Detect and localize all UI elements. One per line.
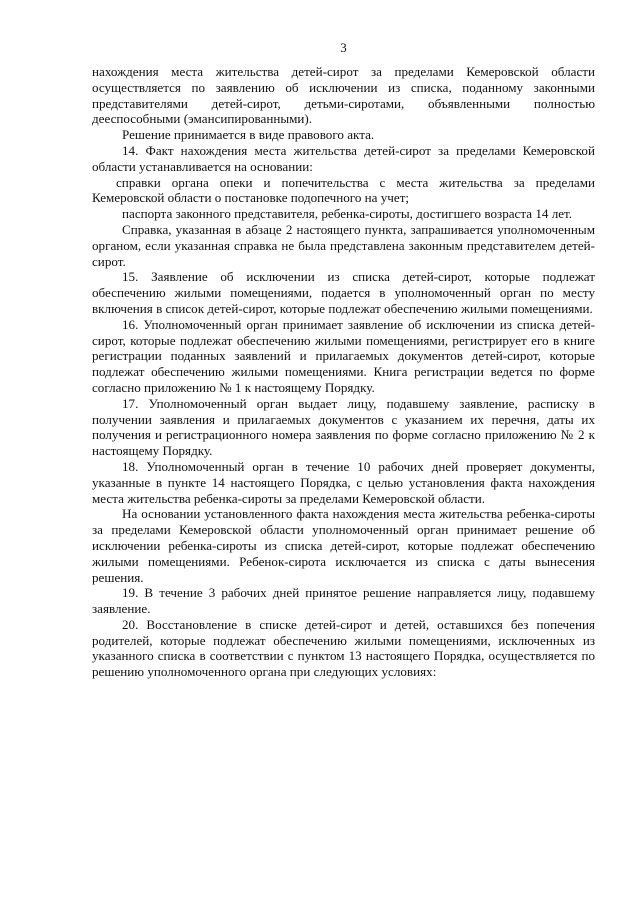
paragraph: паспорта законного представителя, ребенка-сироты, достигшего возраста 14 лет. <box>122 206 573 222</box>
paragraph-item-17: 17. Уполномоченный орган выдает лицу, подавшему заявление, расписку в получении заявления и прилагаемых документов с указанием их перечня, даты их получения и регистрационного номера заявления по форме согласно приложению № 2 к настоящему Порядку. <box>92 395 595 459</box>
paragraph: На основании установленного факта нахождения места жительства ребенка-сироты за пределами Кемеровской области уполномоченный орган принимает решение об исключении ребенка-сироты из списка детей-сирот, которые подлежат обеспечению жилыми помещениями. Ребенок-сирота исключается из списка с даты вынесения решения. <box>92 506 595 585</box>
paragraph: Справка, указанная в абзаце 2 настоящего пункта, запрашивается уполномоченным органом, если указанная справка не была представлена законным представителем детей-сирот. <box>92 221 595 269</box>
paragraph: справки органа опеки и попечительства с места жительства за пределами Кемеровской области о постановке подопечного на учет; <box>92 174 595 206</box>
paragraph: нахождения места жительства детей-сирот за пределами Кемеровской области осуществляется по заявлению об исключении из списка, поданному законными представителями детей-сирот, детьми-сиротами, объявленными полностью дееспособными (эмансипированными). <box>92 64 595 127</box>
paragraph-item-18: 18. Уполномоченный орган в течение 10 рабочих дней проверяет документы, указанные в пункте 14 настоящего Порядка, с целью установления факта нахождения места жительства ребенка-сироты за пределами Кемеровской области. <box>92 458 595 506</box>
page-number: 3 <box>340 40 347 55</box>
paragraph-item-16: 16. Уполномоченный орган принимает заявление об исключении из списка детей-сирот, которые подлежат обеспечению жилыми помещениями, регистрирует его в книге регистрации поданных заявлений и прилагаемых документов детей-сирот, которые подлежат обеспечению жилыми помещениями. Книга регистрации ведется по форме согласно приложению № 1 к настоящему Порядку. <box>92 316 595 395</box>
paragraph-item-19: 19. В течение 3 рабочих дней принятое решение направляется лицу, подавшему заявление. <box>92 585 595 617</box>
paragraph-item-20: 20. Восстановление в списке детей-сирот и детей, оставшихся без попечения родителей, которые подлежат обеспечению жилыми помещениями, исключенных из указанного списка в соответствии с пунктом 13 настоящего Порядка, осуществляется по решению уполномоченного органа при следующих условиях: <box>92 616 595 680</box>
paragraph-item-15: 15. Заявление об исключении из списка детей-сирот, которые подлежат обеспечению жилыми помещениями, подается в уполномоченный орган по месту включения в список детей-сирот, которые подлежат обеспечению жилыми помещениями. <box>92 269 595 316</box>
document-page <box>92 40 595 680</box>
paragraph: Решение принимается в виде правового акта. <box>122 127 375 143</box>
paragraph-item-14: 14. Факт нахождения места жительства детей-сирот за пределами Кемеровской области устанавливается на основании: <box>92 142 595 174</box>
